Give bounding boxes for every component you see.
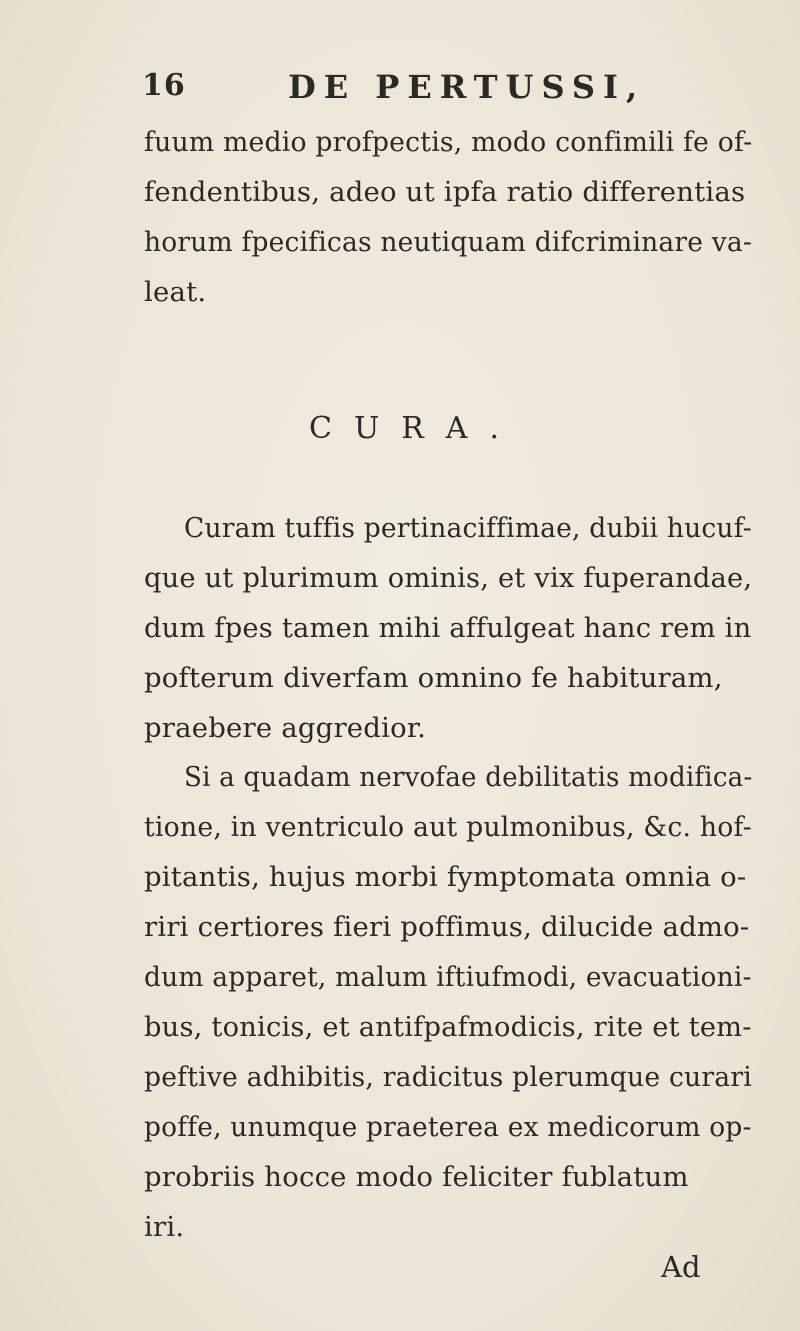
page-header xyxy=(0,60,800,110)
text-line: Curam tuffis pertinaciffimae, dubii hucuf- xyxy=(184,512,752,544)
text-line: probriis hocce modo feliciter fublatum xyxy=(144,1161,689,1193)
text-line: riri certiores fieri poffimus, dilucide admo- xyxy=(144,911,750,943)
section-heading: CURA. xyxy=(308,411,522,446)
text-line: peftive adhibitis, radicitus plerumque curari xyxy=(144,1061,752,1093)
running-title: DE PERTUSSI, xyxy=(288,68,646,106)
text-line: bus, tonicis, et antifpafmodicis, rite et tem- xyxy=(144,1011,752,1043)
text-line: que ut plurimum ominis, et vix fuperandae, xyxy=(144,562,753,594)
text-line: horum fpecificas neutiquam difcriminare va- xyxy=(144,226,753,258)
text-line: Si a quadam nervofae debilitatis modifica- xyxy=(184,761,753,793)
page-number: 16 xyxy=(142,68,186,103)
text-line: pofterum diverfam omnino fe habituram, xyxy=(144,662,723,694)
text-line: pitantis, hujus morbi fymptomata omnia o- xyxy=(144,861,747,893)
text-line: poffe, unumque praeterea ex medicorum op- xyxy=(144,1111,752,1143)
text-line: fuum medio profpectis, modo confimili fe of- xyxy=(144,126,753,158)
text-line: tione, in ventriculo aut pulmonibus, &c. hof- xyxy=(144,811,752,843)
text-line: dum apparet, malum iftiufmodi, evacuationi- xyxy=(144,961,752,993)
text-line: iri. xyxy=(144,1211,185,1243)
text-line: praebere aggredior. xyxy=(144,712,427,744)
text-line: fendentibus, adeo ut ipfa ratio differentias xyxy=(144,176,746,208)
catchword: Ad xyxy=(661,1250,701,1284)
text-line: leat. xyxy=(144,276,207,308)
text-line: dum fpes tamen mihi affulgeat hanc rem in xyxy=(144,612,752,644)
